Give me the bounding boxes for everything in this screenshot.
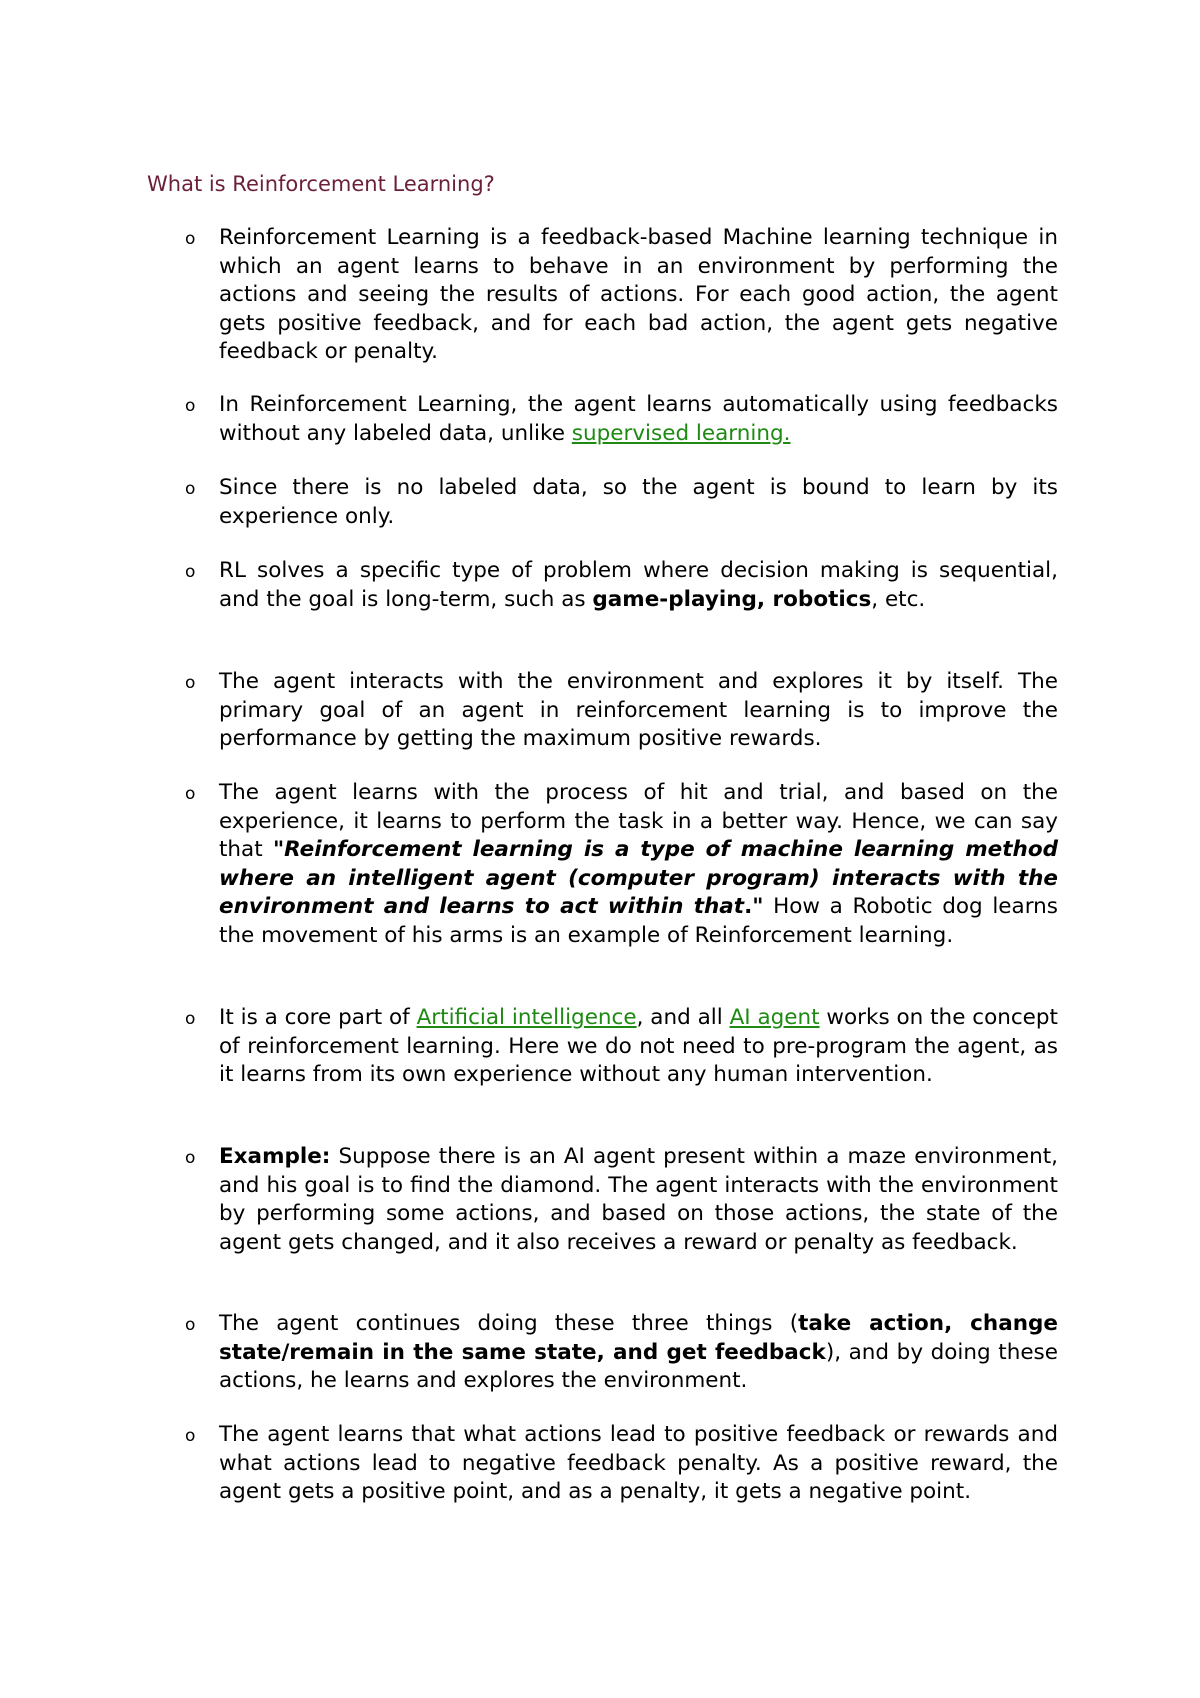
text-run: RL solves a specific type of problem where decision making is sequential, and the goal is long-term, such as bbox=[219, 558, 1058, 612]
text-run: The agent learns with the process of hit and trial, and based on the experience, it learns to perform the task in a better way. Hence, we can say that bbox=[219, 780, 1058, 862]
list-item-text bbox=[219, 391, 1058, 448]
list-item-text bbox=[219, 474, 1058, 531]
supervised-learning-link[interactable]: supervised learning. bbox=[571, 420, 791, 446]
ai-agent-link[interactable]: AI agent bbox=[729, 1005, 820, 1030]
text-run: Suppose there is an AI agent present within a maze environment, and his goal is to find the diamond. The agent interacts with the environment by performing some actions, and based on those actions, the state of the agent gets changed, and it also receives a reward or penalty as feedback. bbox=[219, 1144, 1058, 1255]
bullet-marker: o bbox=[185, 673, 196, 693]
text-run: It is a core part of bbox=[219, 1005, 417, 1030]
list-item-text bbox=[219, 1004, 1058, 1090]
text-run: In Reinforcement Learning, the agent learns automatically using feedbacks without any labeled data, unlike bbox=[219, 392, 1058, 446]
text-run: The agent interacts with the environment and explores it by itself. The primary goal of an agent in reinforcement learning is to improve the performance by getting the maximum positive rewards. bbox=[219, 669, 1058, 751]
text-run: Since there is no labeled data, so the agent is bound to learn by its experience only. bbox=[219, 475, 1058, 529]
bullet-marker: o bbox=[185, 229, 196, 249]
text-run: , etc. bbox=[871, 586, 926, 612]
text-run: The agent continues doing these three things ( bbox=[219, 1311, 799, 1336]
bold-italic-quote: Reinforcement learning is a type of machine learning method where an intelligent agent (computer program) interacts with the environment and learns to act within that bbox=[219, 837, 1058, 919]
bold-text: Example: bbox=[219, 1144, 331, 1169]
text-run: Reinforcement Learning is a feedback-based Machine learning technique in which an agent learns to behave in an environment by performing the actions and seeing the results of actions. For each good action, the agent gets positive feedback, and for each bad action, the agent gets negative feedback or penalty. bbox=[219, 225, 1058, 364]
artificial-intelligence-link[interactable]: Artificial intelligence bbox=[416, 1005, 637, 1030]
text-run: works on the concept of reinforcement learning. Here we do not need to pre-program the agent, as it learns from its own experience without any human intervention. bbox=[219, 1005, 1058, 1087]
text-run: How a Robotic dog learns the movement of his arms is an example of Reinforcement learning. bbox=[219, 894, 1058, 948]
bullet-marker: o bbox=[185, 1148, 196, 1168]
bullet-marker: o bbox=[185, 396, 196, 416]
text-run: The agent learns that what actions lead to positive feedback or rewards and what actions lead to negative feedback penalty. As a positive reward, the agent gets a positive point, and as a penalty, it gets a negative point. bbox=[219, 1422, 1058, 1504]
text-run: , and all bbox=[636, 1005, 730, 1030]
list-item-text bbox=[219, 224, 1058, 367]
text-run: ), and by doing these actions, he learns and explores the environment. bbox=[219, 1339, 1058, 1393]
list-item-text bbox=[219, 668, 1058, 754]
list-item-text bbox=[219, 1310, 1058, 1396]
list-item-text bbox=[219, 1421, 1058, 1507]
bullet-marker: o bbox=[185, 784, 196, 804]
list-item-text bbox=[219, 779, 1058, 950]
bullet-marker: o bbox=[185, 1009, 196, 1029]
bullet-marker: o bbox=[185, 1315, 196, 1335]
bullet-marker: o bbox=[185, 562, 196, 582]
bold-text: ." bbox=[744, 894, 764, 919]
bold-text: " bbox=[272, 837, 285, 862]
list-item-text bbox=[219, 1143, 1058, 1257]
bold-text: game-playing, robotics bbox=[592, 586, 872, 612]
bullet-marker: o bbox=[185, 1426, 196, 1446]
bullet-marker: o bbox=[185, 479, 196, 499]
page-title: What is Reinforcement Learning? bbox=[147, 172, 495, 196]
bold-text: take action, change state/remain in the same state, and get feedback bbox=[219, 1311, 1058, 1365]
list-item-text bbox=[219, 557, 1058, 614]
